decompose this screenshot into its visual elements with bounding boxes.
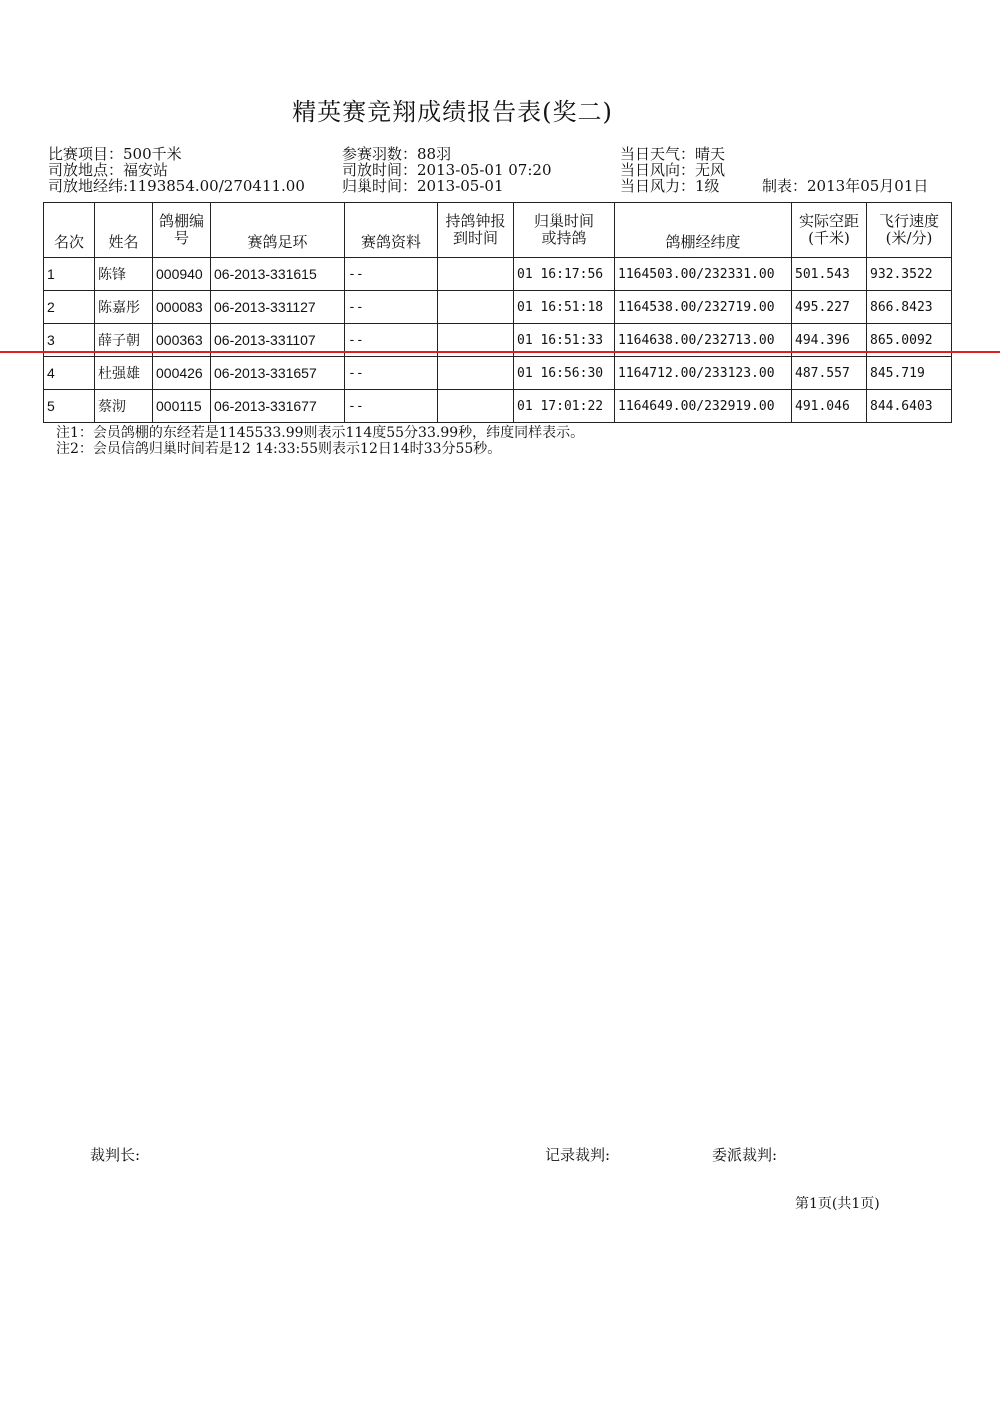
cell-coords: 1164503.00/232331.00	[615, 258, 792, 291]
info-value: 2013年05月01日	[807, 177, 929, 195]
cell-arrival: 01 16:17:56	[514, 258, 615, 291]
col-header-name: 姓名	[95, 203, 153, 258]
cell-rank: 3	[44, 324, 95, 357]
cell-speed: 845.719	[867, 357, 952, 390]
col-header-arrival: 归巢时间或持鸽	[514, 203, 615, 258]
info-value: 1193854.00/270411.00	[128, 177, 305, 195]
cell-loft: 000115	[153, 390, 211, 423]
info-entries	[342, 146, 451, 162]
cell-info: --	[345, 291, 438, 324]
col-header-ring: 赛鸽足环	[211, 203, 345, 258]
cell-name: 薛子朝	[95, 324, 153, 357]
info-label: 司放地点：	[48, 161, 124, 179]
cell-rank: 4	[44, 357, 95, 390]
recording-referee-label: 记录裁判:	[545, 1146, 611, 1164]
info-wind-direction	[620, 162, 725, 178]
footnotes	[56, 425, 584, 457]
cell-loft: 000363	[153, 324, 211, 357]
cell-info: --	[345, 324, 438, 357]
cell-arrival: 01 17:01:22	[514, 390, 615, 423]
col-header-distance: 实际空距(千米)	[792, 203, 867, 258]
report-title: 精英赛竞翔成绩报告表(奖二)	[292, 98, 613, 126]
info-label: 当日天气：	[620, 145, 696, 163]
info-release-coords	[48, 178, 305, 194]
cell-speed: 844.6403	[867, 390, 952, 423]
info-weather	[620, 146, 725, 162]
cell-clock	[438, 390, 514, 423]
cell-rank: 1	[44, 258, 95, 291]
info-value: 500千米	[123, 145, 182, 163]
cell-arrival: 01 16:56:30	[514, 357, 615, 390]
cell-arrival: 01 16:51:18	[514, 291, 615, 324]
cell-speed: 866.8423	[867, 291, 952, 324]
cell-speed: 932.3522	[867, 258, 952, 291]
col-header-coords: 鸽棚经纬度	[615, 203, 792, 258]
info-wind-force	[620, 178, 720, 194]
cell-info: --	[345, 258, 438, 291]
cell-clock	[438, 291, 514, 324]
cell-distance: 495.227	[792, 291, 867, 324]
note-arrival-time: 注2：会员信鸽归巢时间若是12 14:33:55则表示12日14时33分55秒。	[56, 441, 502, 457]
col-header-bird-info: 赛鸽资料	[345, 203, 438, 258]
info-release-time	[342, 162, 552, 178]
cell-distance: 491.046	[792, 390, 867, 423]
table-row	[44, 390, 952, 423]
table-row	[44, 291, 952, 324]
table-header-row	[44, 203, 952, 258]
note-longitude: 注1：会员鸽棚的东经若是1145533.99则表示114度55分33.99秒，纬度同样表示。	[56, 425, 585, 441]
info-label: 司放时间：	[342, 161, 418, 179]
info-value: 2013-05-01 07:20	[417, 161, 552, 179]
cell-name: 陈嘉彤	[95, 291, 153, 324]
cell-ring: 06-2013-331657	[211, 357, 345, 390]
chief-referee-label: 裁判长:	[90, 1146, 141, 1164]
cell-info: --	[345, 390, 438, 423]
info-race-item	[48, 146, 182, 162]
info-label: 归巢时间：	[342, 177, 418, 195]
table-row	[44, 357, 952, 390]
cell-name: 陈锋	[95, 258, 153, 291]
cell-coords: 1164712.00/233123.00	[615, 357, 792, 390]
col-header-speed: 飞行速度(米/分)	[867, 203, 952, 258]
cell-loft: 000940	[153, 258, 211, 291]
table-row	[44, 258, 952, 291]
cell-distance: 501.543	[792, 258, 867, 291]
cell-loft: 000083	[153, 291, 211, 324]
cell-clock	[438, 258, 514, 291]
delegated-referee-label: 委派裁判:	[712, 1146, 778, 1164]
info-label: 比赛项目：	[48, 145, 124, 163]
col-header-loft-id: 鸽棚编号	[153, 203, 211, 258]
info-value: 晴天	[695, 145, 726, 163]
cell-clock	[438, 357, 514, 390]
page-number: 第1页(共1页)	[795, 1196, 880, 1212]
red-marker-line	[0, 351, 1000, 353]
col-header-rank: 名次	[44, 203, 95, 258]
cell-ring: 06-2013-331107	[211, 324, 345, 357]
info-label: 制表：	[762, 177, 808, 195]
cell-distance: 494.396	[792, 324, 867, 357]
cell-rank: 2	[44, 291, 95, 324]
info-label: 参赛羽数：	[342, 145, 418, 163]
info-value: 福安站	[123, 161, 169, 179]
cell-coords: 1164649.00/232919.00	[615, 390, 792, 423]
col-header-clock-time: 持鸽钟报到时间	[438, 203, 514, 258]
cell-info: --	[345, 357, 438, 390]
cell-loft: 000426	[153, 357, 211, 390]
info-value: 88羽	[417, 145, 452, 163]
cell-coords: 1164638.00/232713.00	[615, 324, 792, 357]
cell-rank: 5	[44, 390, 95, 423]
cell-name: 蔡沏	[95, 390, 153, 423]
cell-speed: 865.0092	[867, 324, 952, 357]
info-release-site	[48, 162, 168, 178]
cell-ring: 06-2013-331615	[211, 258, 345, 291]
cell-name: 杜强雄	[95, 357, 153, 390]
info-value: 无风	[695, 161, 726, 179]
info-label: 司放地经纬:	[48, 177, 129, 195]
cell-distance: 487.557	[792, 357, 867, 390]
cell-arrival: 01 16:51:33	[514, 324, 615, 357]
info-label: 当日风向：	[620, 161, 696, 179]
results-table	[43, 202, 952, 423]
info-made-date	[762, 178, 928, 194]
cell-coords: 1164538.00/232719.00	[615, 291, 792, 324]
info-value: 2013-05-01	[417, 177, 504, 195]
cell-ring: 06-2013-331127	[211, 291, 345, 324]
info-label: 当日风力：	[620, 177, 696, 195]
info-return-time	[342, 178, 504, 194]
info-value: 1级	[695, 177, 720, 195]
cell-ring: 06-2013-331677	[211, 390, 345, 423]
